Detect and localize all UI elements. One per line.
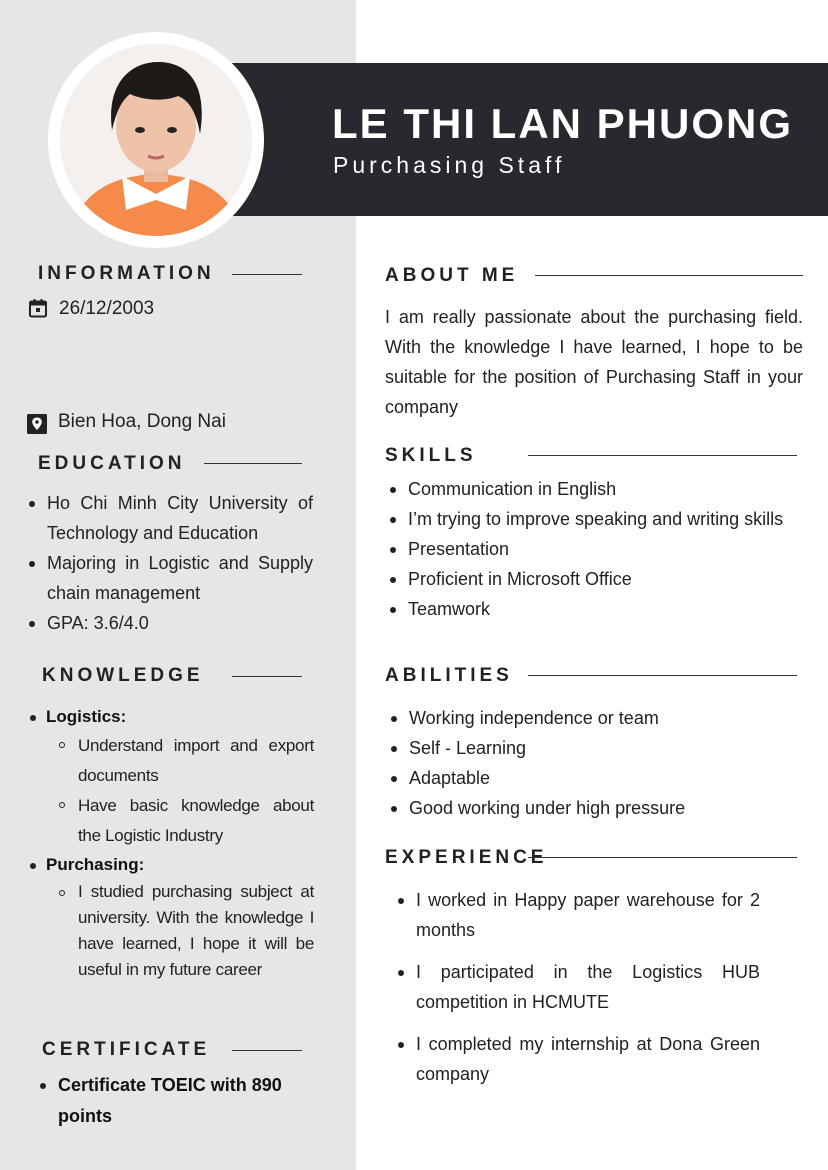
information-title: INFORMATION	[38, 263, 215, 284]
certificate-list	[38, 1070, 328, 1132]
ability-item: Adaptable	[389, 763, 799, 793]
skill-item: Proficient in Microsoft Office	[388, 564, 798, 594]
about-title: ABOUT ME	[385, 265, 519, 286]
about-rule	[535, 275, 803, 276]
education-list	[27, 488, 313, 638]
knowledge-item: Understand import and export documents	[28, 731, 314, 791]
knowledge-category: Purchasing:	[28, 851, 314, 879]
skill-item: Communication in English	[388, 474, 798, 504]
skills-rule	[528, 455, 797, 456]
knowledge-item: Have basic knowledge about the Logistic Industry	[28, 791, 314, 851]
knowledge-title: KNOWLEDGE	[42, 665, 204, 686]
knowledge-category: Logistics:	[28, 703, 314, 731]
map-pin-icon	[27, 414, 47, 434]
experience-item: I completed my internship at Dona Green company	[396, 1029, 760, 1089]
profile-photo	[60, 44, 252, 236]
skill-item: Presentation	[388, 534, 798, 564]
abilities-list	[389, 703, 799, 823]
education-item: GPA: 3.6/4.0	[27, 608, 313, 638]
knowledge-rule	[232, 676, 302, 677]
experience-rule	[528, 857, 797, 858]
experience-item: I worked in Happy paper warehouse for 2 months	[396, 885, 760, 945]
skills-list	[388, 474, 798, 624]
experience-item: I participated in the Logistics HUB competition in HCMUTE	[396, 957, 760, 1017]
candidate-name: LE THI LAN PHUONG	[332, 100, 793, 147]
certificate-title: CERTIFICATE	[42, 1039, 211, 1060]
ability-item: Working independence or team	[389, 703, 799, 733]
experience-title: EXPERIENCE	[385, 847, 548, 868]
abilities-rule	[528, 675, 797, 676]
profile-photo-illustration	[60, 44, 252, 236]
calendar-icon	[28, 298, 48, 318]
ability-item: Good working under high pressure	[389, 793, 799, 823]
knowledge-item: I studied purchasing subject at university. With the knowledge I have learned, I hope it will be useful in my future career	[28, 879, 314, 983]
certificate-item: Certificate TOEIC with 890 points	[38, 1070, 328, 1132]
abilities-title: ABILITIES	[385, 665, 513, 686]
location-text: Bien Hoa, Dong Nai	[58, 411, 226, 432]
knowledge-list	[28, 703, 314, 983]
education-title: EDUCATION	[38, 453, 186, 474]
skills-title: SKILLS	[385, 445, 477, 466]
education-item: Majoring in Logistic and Supply chain management	[27, 548, 313, 608]
birthdate-text: 26/12/2003	[59, 298, 155, 319]
education-item: Ho Chi Minh City University of Technology and Education	[27, 488, 313, 548]
information-rule	[232, 274, 302, 275]
education-rule	[204, 463, 302, 464]
skill-item: Teamwork	[388, 594, 798, 624]
candidate-role: Purchasing Staff	[333, 152, 566, 178]
certificate-rule	[232, 1050, 302, 1051]
about-text: I am really passionate about the purchasing field. With the knowledge I have learned, I hope to be suitable for the position of Purchasing Staff in your company	[385, 307, 803, 417]
ability-item: Self - Learning	[389, 733, 799, 763]
skill-item: I’m trying to improve speaking and writing skills	[388, 504, 798, 534]
experience-list	[396, 885, 760, 1101]
